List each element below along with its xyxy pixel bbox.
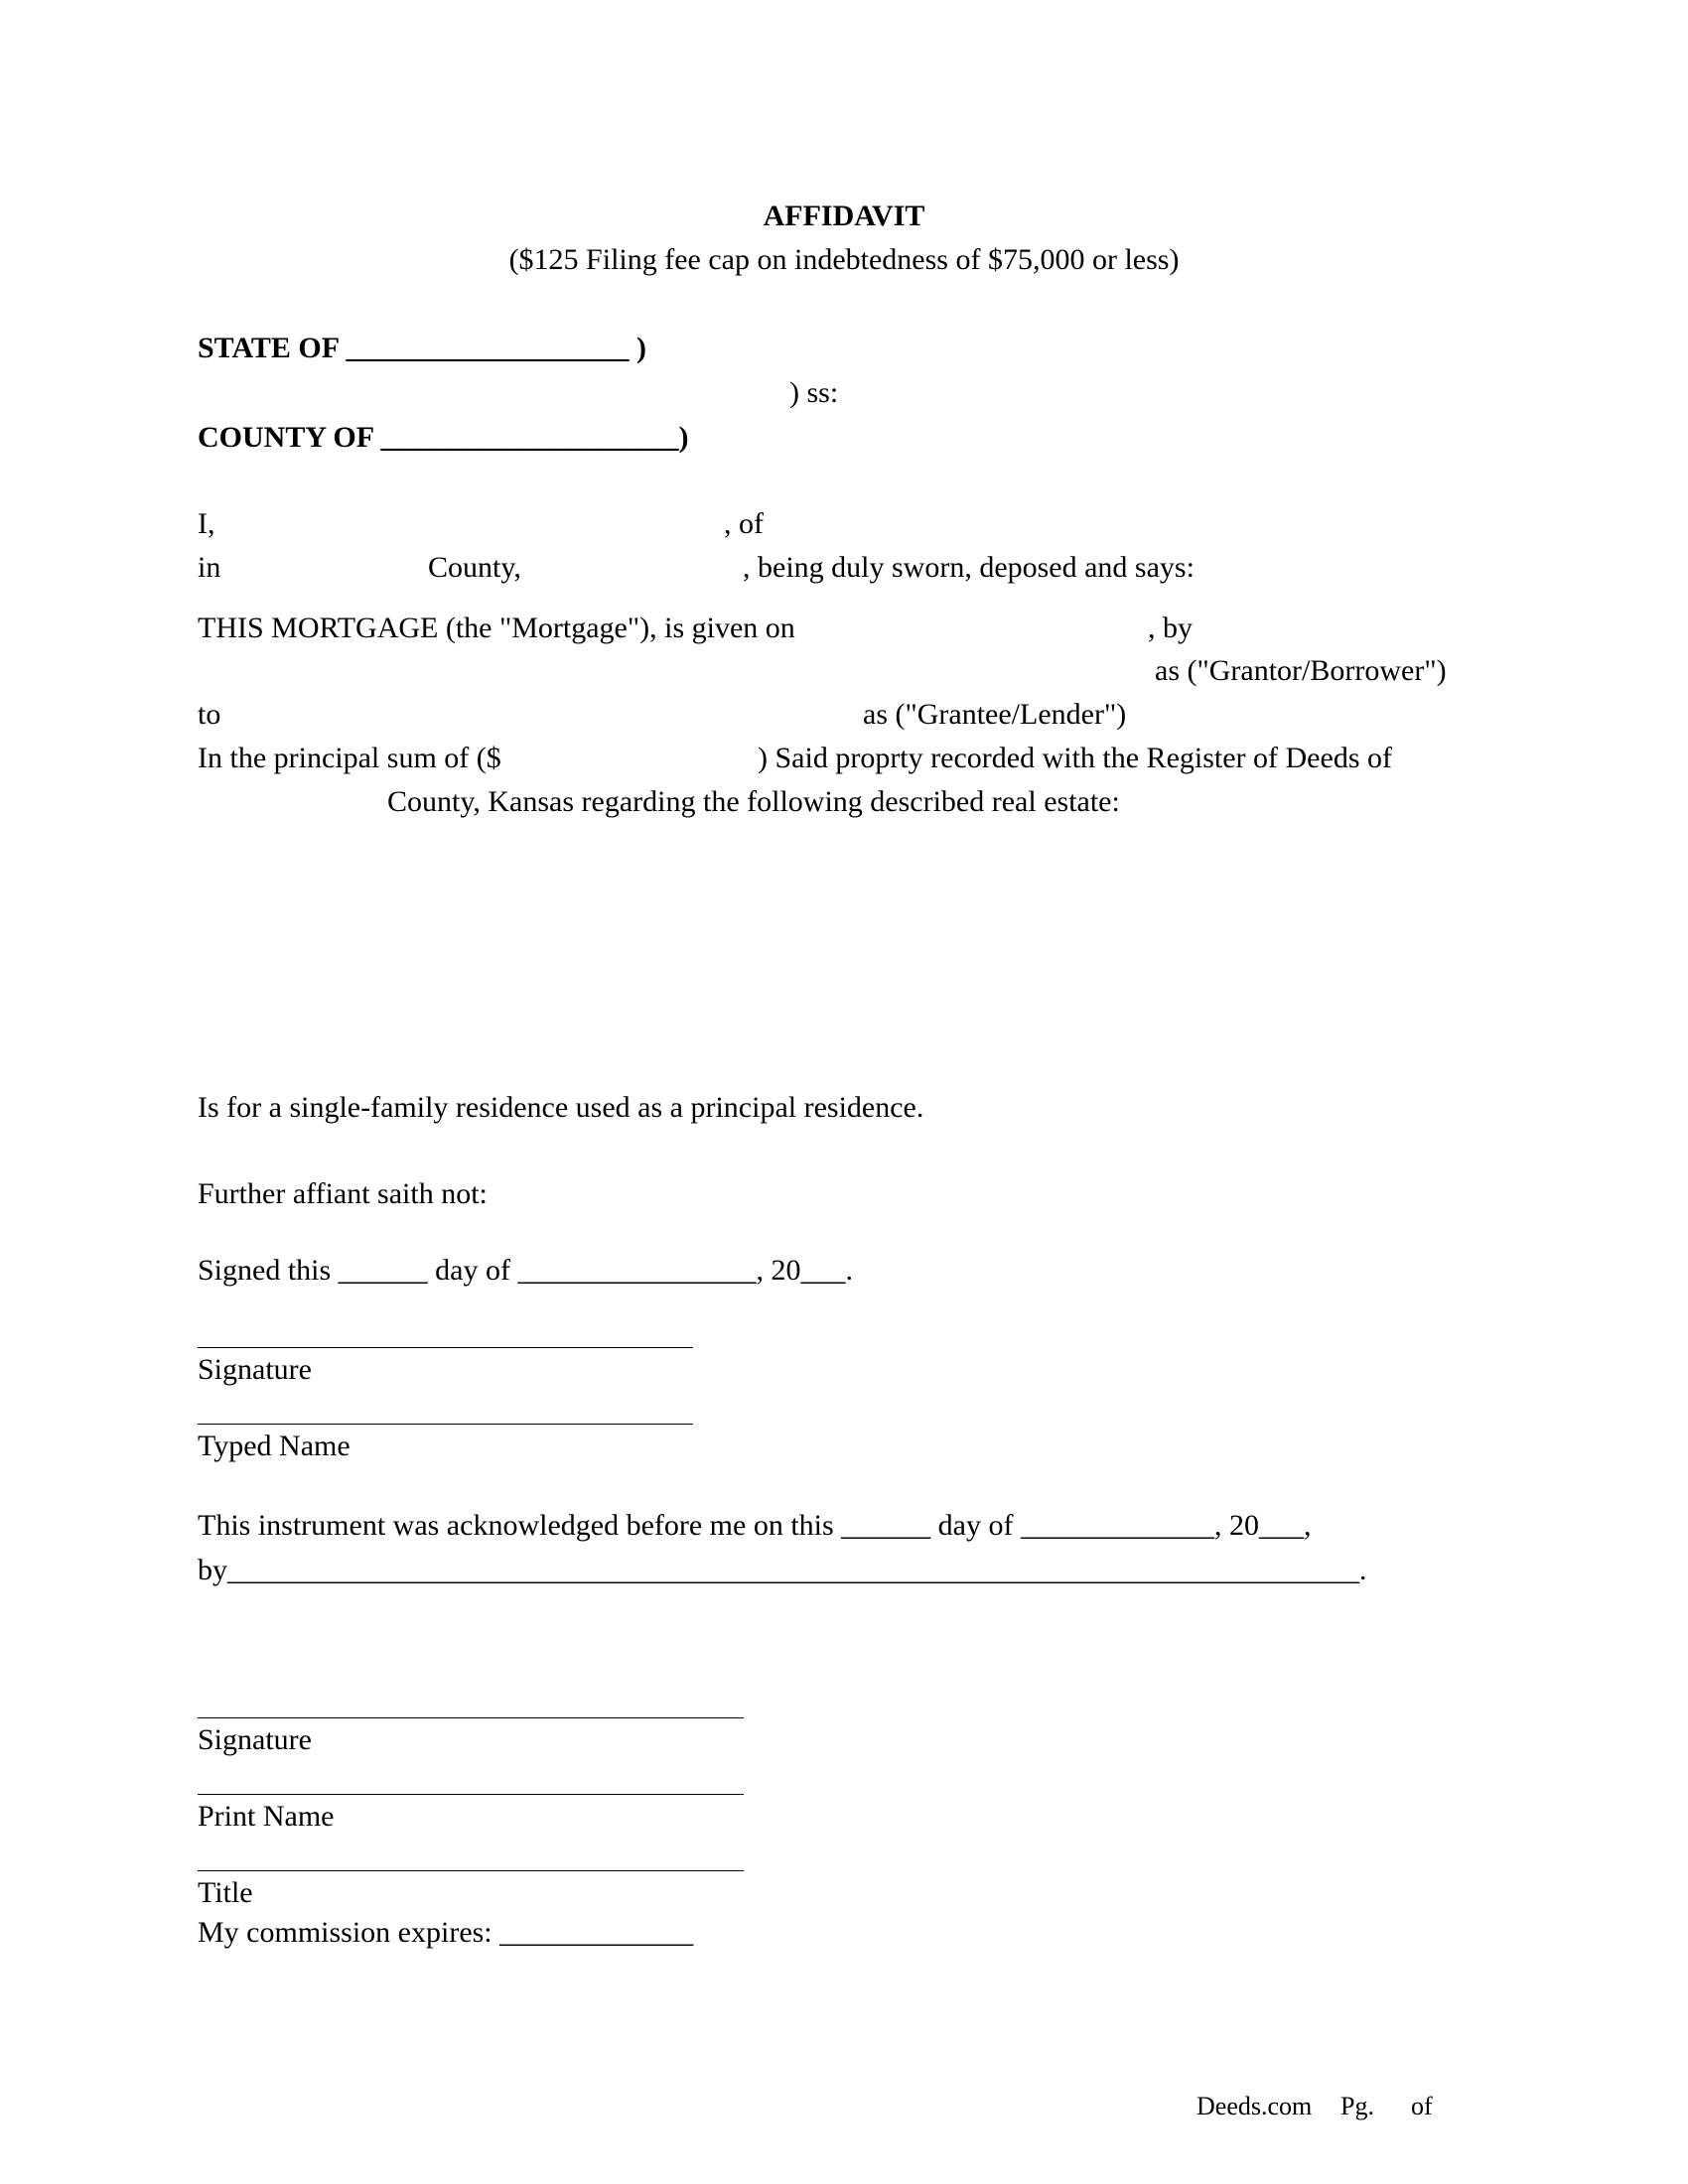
commission-expires: My commission expires: _____________ [198, 1916, 694, 1949]
affiant-sworn: , being duly sworn, deposed and says: [743, 551, 1195, 584]
mortgage-to: to [198, 698, 221, 731]
notary-print-name-rule[interactable] [198, 1794, 744, 1795]
notary-print-name-label: Print Name [198, 1800, 335, 1833]
acknowledged-by-line: by____________________________________________________________________________. [198, 1554, 1367, 1586]
residence-statement: Is for a single-family residence used as a principal residence. [198, 1091, 924, 1124]
mortgage-given-on: THIS MORTGAGE (the "Mortgage"), is given on [198, 612, 795, 644]
affiant-typed-name-rule[interactable] [198, 1424, 693, 1425]
acknowledgment-line: This instrument was acknowledged before me on this ______ day of _____________, 20___, [198, 1509, 1312, 1542]
register-of-deeds: ) Said proprty recorded with the Register of Deeds of [758, 742, 1392, 774]
document-subtitle: ($125 Filing fee cap on indebtedness of $75,000 or less) [508, 243, 1180, 276]
affiant-signature-label: Signature [198, 1353, 312, 1386]
county-of-line: COUNTY OF ____________________) [198, 421, 689, 454]
mortgage-grantor: as ("Grantor/Borrower") [1155, 654, 1447, 687]
footer-page-label: Pg. [1340, 2092, 1374, 2120]
affiant-of: , of [724, 507, 764, 540]
state-of-line: STATE OF ___________________ ) [198, 332, 646, 364]
affiant-signature-rule[interactable] [198, 1347, 693, 1348]
signed-this-line: Signed this ______ day of ________________, 20___. [198, 1254, 853, 1287]
affiant-intro: I, [198, 507, 215, 540]
further-affiant: Further affiant saith not: [198, 1177, 488, 1210]
ss-line: ) ss: [789, 376, 839, 409]
notary-signature-rule[interactable] [198, 1717, 744, 1718]
county-kansas-line: County, Kansas regarding the following described real estate: [387, 785, 1120, 818]
mortgage-by: , by [1148, 612, 1193, 644]
affiant-county-label: County, [428, 551, 521, 584]
notary-title-label: Title [198, 1876, 253, 1909]
mortgage-grantee: as ("Grantee/Lender") [863, 698, 1127, 731]
notary-signature-label: Signature [198, 1723, 312, 1756]
affiant-in: in [198, 551, 221, 584]
footer-of-label: of [1411, 2092, 1433, 2120]
affiant-typed-name-label: Typed Name [198, 1430, 351, 1462]
footer-brand: Deeds.com [1196, 2092, 1313, 2120]
principal-sum: In the principal sum of ($ [198, 742, 501, 774]
notary-title-rule[interactable] [198, 1870, 744, 1871]
document-title: AFFIDAVIT [763, 200, 925, 232]
